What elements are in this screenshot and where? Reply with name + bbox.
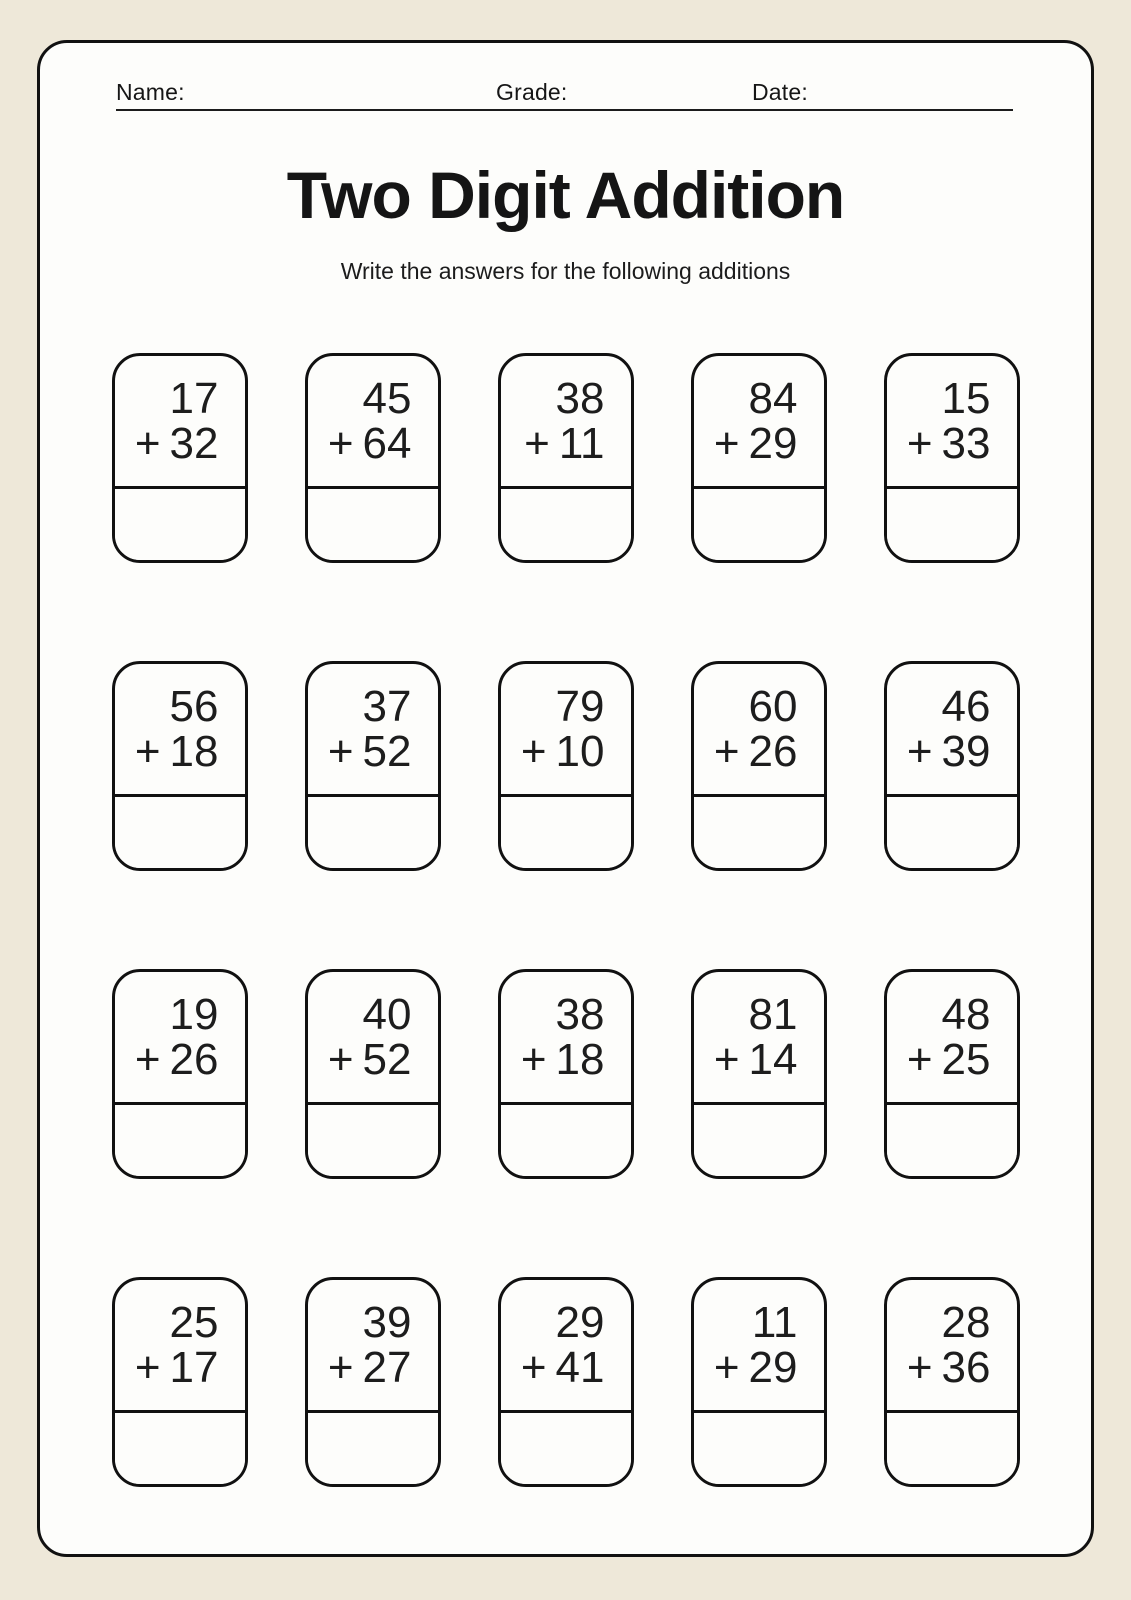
problem-operands [501, 356, 631, 486]
addend-bottom-value: 27 [362, 1343, 412, 1392]
problem-operands [115, 1280, 245, 1410]
addend-bottom [694, 729, 798, 774]
addend-top: 60 [748, 682, 798, 731]
answer-box[interactable] [501, 486, 631, 560]
grade-label: Grade: [496, 79, 568, 105]
addend-bottom-value: 39 [941, 727, 991, 776]
addition-problem-card [112, 969, 248, 1179]
answer-box[interactable] [308, 1410, 438, 1484]
addition-problem-card [305, 661, 441, 871]
addend-bottom [501, 421, 605, 466]
answer-box[interactable] [694, 1102, 824, 1176]
problem-operands [501, 664, 631, 794]
header-underline [116, 109, 1013, 111]
addend-bottom-value: 26 [169, 1035, 219, 1084]
addend-bottom-value: 52 [362, 1035, 412, 1084]
addition-problem-card [498, 969, 634, 1179]
answer-box[interactable] [501, 1410, 631, 1484]
addend-bottom [308, 421, 412, 466]
page-title: Two Digit Addition [286, 158, 845, 232]
addition-problem-card [498, 661, 634, 871]
plus-sign: + [524, 419, 550, 468]
addition-problem-card [498, 353, 634, 563]
addition-problem-card [691, 661, 827, 871]
addend-bottom-value: 32 [169, 419, 219, 468]
addend-top: 29 [555, 1298, 605, 1347]
addend-bottom [115, 421, 219, 466]
answer-box[interactable] [694, 1410, 824, 1484]
addition-problem-card [884, 1277, 1020, 1487]
plus-sign: + [713, 419, 740, 468]
addend-bottom [694, 1037, 798, 1082]
problem-operands [887, 664, 1017, 794]
answer-box[interactable] [115, 486, 245, 560]
addend-bottom-value: 26 [748, 727, 798, 776]
addend-bottom-value: 33 [941, 419, 991, 468]
answer-box[interactable] [501, 1102, 631, 1176]
plus-sign: + [327, 727, 354, 776]
plus-sign: + [713, 1343, 740, 1392]
addend-bottom [308, 729, 412, 774]
answer-box[interactable] [115, 1102, 245, 1176]
answer-box[interactable] [694, 486, 824, 560]
addend-top: 48 [941, 990, 991, 1039]
addition-problem-card [305, 353, 441, 563]
answer-box[interactable] [694, 794, 824, 868]
addend-bottom [887, 729, 991, 774]
addition-problem-card [112, 353, 248, 563]
answer-box[interactable] [308, 486, 438, 560]
addend-top: 25 [169, 1298, 219, 1347]
addend-bottom-value: 14 [748, 1035, 798, 1084]
plus-sign: + [520, 1035, 547, 1084]
plus-sign: + [134, 1035, 161, 1084]
plus-sign: + [134, 419, 161, 468]
worksheet-page [37, 40, 1094, 1557]
addend-bottom [501, 729, 605, 774]
addend-bottom-value: 29 [748, 1343, 798, 1392]
addition-problem-card [112, 1277, 248, 1487]
addend-bottom [887, 1345, 991, 1390]
problem-operands [694, 1280, 824, 1410]
addend-bottom [887, 421, 991, 466]
answer-box[interactable] [115, 794, 245, 868]
addend-top: 15 [941, 374, 991, 423]
problem-operands [115, 356, 245, 486]
date-label: Date: [752, 79, 808, 105]
addend-bottom-value: 25 [941, 1035, 991, 1084]
problem-operands [694, 664, 824, 794]
addend-bottom [308, 1037, 412, 1082]
addend-top: 38 [555, 990, 605, 1039]
addition-problem-card [691, 1277, 827, 1487]
plus-sign: + [134, 727, 161, 776]
plus-sign: + [906, 419, 933, 468]
plus-sign: + [713, 1035, 740, 1084]
name-label: Name: [116, 79, 185, 105]
addend-bottom-value: 17 [169, 1343, 219, 1392]
addend-bottom-value: 52 [362, 727, 412, 776]
plus-sign: + [520, 1343, 547, 1392]
addend-bottom [501, 1345, 605, 1390]
addend-top: 39 [362, 1298, 412, 1347]
problem-operands [887, 972, 1017, 1102]
addend-top: 37 [362, 682, 412, 731]
addend-bottom [694, 1345, 798, 1390]
addend-top: 28 [941, 1298, 991, 1347]
problem-operands [887, 356, 1017, 486]
addend-top: 79 [555, 682, 605, 731]
addend-bottom [694, 421, 798, 466]
addend-bottom [115, 1037, 219, 1082]
addition-problem-card [884, 661, 1020, 871]
problem-operands [308, 664, 438, 794]
addend-top: 81 [748, 990, 798, 1039]
addend-bottom [501, 1037, 605, 1082]
problem-operands [694, 356, 824, 486]
addend-bottom [308, 1345, 412, 1390]
addend-bottom-value: 36 [941, 1343, 991, 1392]
addition-problem-card [112, 661, 248, 871]
addition-problem-card [498, 1277, 634, 1487]
addend-bottom [115, 729, 219, 774]
addend-bottom-value: 18 [169, 727, 219, 776]
worksheet-header [116, 79, 1015, 109]
addend-bottom-value: 64 [362, 419, 412, 468]
addend-bottom-value: 18 [555, 1035, 605, 1084]
problem-operands [115, 664, 245, 794]
answer-box[interactable] [308, 1102, 438, 1176]
plus-sign: + [906, 727, 933, 776]
plus-sign: + [134, 1343, 161, 1392]
problem-operands [501, 972, 631, 1102]
answer-box[interactable] [115, 1410, 245, 1484]
answer-box[interactable] [887, 1410, 1017, 1484]
addend-bottom-value: 11 [558, 419, 605, 468]
plus-sign: + [327, 419, 354, 468]
addition-problem-card [691, 353, 827, 563]
addend-bottom-value: 41 [555, 1343, 605, 1392]
plus-sign: + [906, 1343, 933, 1392]
answer-box[interactable] [887, 1102, 1017, 1176]
addition-problem-card [691, 969, 827, 1179]
problem-operands [308, 1280, 438, 1410]
plus-sign: + [906, 1035, 933, 1084]
addition-problem-card [884, 969, 1020, 1179]
problem-operands [501, 1280, 631, 1410]
plus-sign: + [520, 727, 547, 776]
addend-top: 38 [555, 374, 605, 423]
addend-top: 56 [169, 682, 219, 731]
answer-box[interactable] [501, 794, 631, 868]
problem-operands [308, 972, 438, 1102]
plus-sign: + [327, 1343, 354, 1392]
addend-top: 11 [751, 1298, 798, 1347]
problem-operands [694, 972, 824, 1102]
problem-operands [308, 356, 438, 486]
addend-bottom-value: 10 [555, 727, 605, 776]
page-subtitle: Write the answers for the following additions [340, 258, 791, 284]
addend-top: 84 [748, 374, 798, 423]
answer-box[interactable] [887, 486, 1017, 560]
addend-top: 45 [362, 374, 412, 423]
problem-operands [887, 1280, 1017, 1410]
problems-grid [40, 353, 1091, 1487]
problem-operands [115, 972, 245, 1102]
addition-problem-card [305, 969, 441, 1179]
answer-box[interactable] [887, 794, 1017, 868]
addend-top: 19 [169, 990, 219, 1039]
addition-problem-card [884, 353, 1020, 563]
addition-problem-card [305, 1277, 441, 1487]
addend-top: 40 [362, 990, 412, 1039]
addend-bottom-value: 29 [748, 419, 798, 468]
addend-bottom [115, 1345, 219, 1390]
answer-box[interactable] [308, 794, 438, 868]
plus-sign: + [327, 1035, 354, 1084]
addend-top: 17 [169, 374, 219, 423]
addend-top: 46 [941, 682, 991, 731]
plus-sign: + [713, 727, 740, 776]
addend-bottom [887, 1037, 991, 1082]
